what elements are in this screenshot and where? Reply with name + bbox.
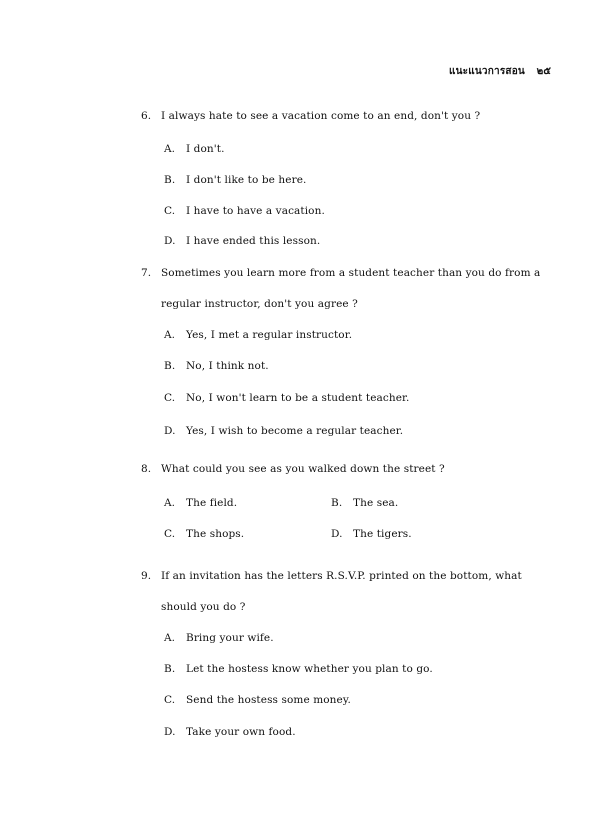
question-7-option-a — [164, 329, 352, 341]
option-letter: C. — [164, 205, 176, 217]
question-6-option-d — [164, 235, 320, 247]
question-6-option-c — [164, 205, 325, 217]
option-letter: D. — [164, 235, 176, 247]
question-8-option-b — [331, 497, 398, 509]
option-text: Yes, I wish to become a regular teacher. — [186, 425, 404, 437]
question-number: 8. — [141, 463, 152, 475]
header-title: แนะแนวการสอน — [449, 66, 525, 77]
option-letter: B. — [164, 663, 176, 675]
question-7-stem-continued — [161, 298, 358, 310]
option-letter: D. — [331, 528, 343, 540]
question-9-stem — [141, 570, 522, 582]
question-number: 7. — [141, 267, 152, 279]
option-letter: A. — [164, 497, 176, 509]
option-text: Bring your wife. — [186, 632, 274, 644]
question-9-stem-continued — [161, 601, 246, 613]
option-text: I don't like to be here. — [186, 174, 307, 186]
question-7-option-b — [164, 360, 269, 372]
question-text: Sometimes you learn more from a student teacher than you do from a — [161, 267, 541, 279]
option-letter: A. — [164, 632, 176, 644]
option-text: The sea. — [353, 497, 399, 509]
option-letter: B. — [331, 497, 343, 509]
option-text: I don't. — [186, 143, 225, 155]
question-9-option-b — [164, 663, 433, 675]
option-letter: B. — [164, 360, 176, 372]
option-text: I have ended this lesson. — [186, 235, 321, 247]
question-6-option-a — [164, 143, 225, 155]
option-text: I have to have a vacation. — [186, 205, 325, 217]
option-letter: C. — [164, 694, 176, 706]
page-number: ๒๕ — [536, 66, 552, 77]
question-number: 9. — [141, 570, 152, 582]
page-header — [449, 64, 551, 79]
option-text: Take your own food. — [186, 726, 296, 738]
option-text: Let the hostess know whether you plan to go. — [186, 663, 433, 675]
question-text: What could you see as you walked down the street ? — [161, 463, 445, 475]
question-9-option-a — [164, 632, 274, 644]
option-letter: A. — [164, 329, 176, 341]
question-text: If an invitation has the letters R.S.V.P. printed on the bottom, what — [161, 570, 522, 582]
option-text: The tigers. — [353, 528, 412, 540]
option-letter: A. — [164, 143, 176, 155]
option-text: The shops. — [186, 528, 245, 540]
question-6-option-b — [164, 174, 306, 186]
question-text: I always hate to see a vacation come to an end, don't you ? — [161, 110, 481, 122]
option-text: No, I won't learn to be a student teacher. — [186, 392, 410, 404]
question-text: regular instructor, don't you agree ? — [161, 298, 358, 310]
question-8-stem — [141, 463, 445, 475]
question-9-option-c — [164, 694, 351, 706]
option-text: Send the hostess some money. — [186, 694, 351, 706]
question-7-option-c — [164, 392, 409, 404]
option-text: The field. — [186, 497, 238, 509]
option-text: Yes, I met a regular instructor. — [186, 329, 353, 341]
option-letter: D. — [164, 726, 176, 738]
question-text: should you do ? — [161, 601, 246, 613]
question-number: 6. — [141, 110, 152, 122]
question-7-stem — [141, 267, 540, 279]
question-8-option-a — [164, 497, 237, 509]
option-letter: C. — [164, 528, 176, 540]
option-text: No, I think not. — [186, 360, 269, 372]
question-6-stem — [141, 110, 480, 122]
option-letter: B. — [164, 174, 176, 186]
option-letter: C. — [164, 392, 176, 404]
option-letter: D. — [164, 425, 176, 437]
question-8-option-c — [164, 528, 244, 540]
question-7-option-d — [164, 425, 403, 437]
question-8-option-d — [331, 528, 412, 540]
question-9-option-d — [164, 726, 296, 738]
